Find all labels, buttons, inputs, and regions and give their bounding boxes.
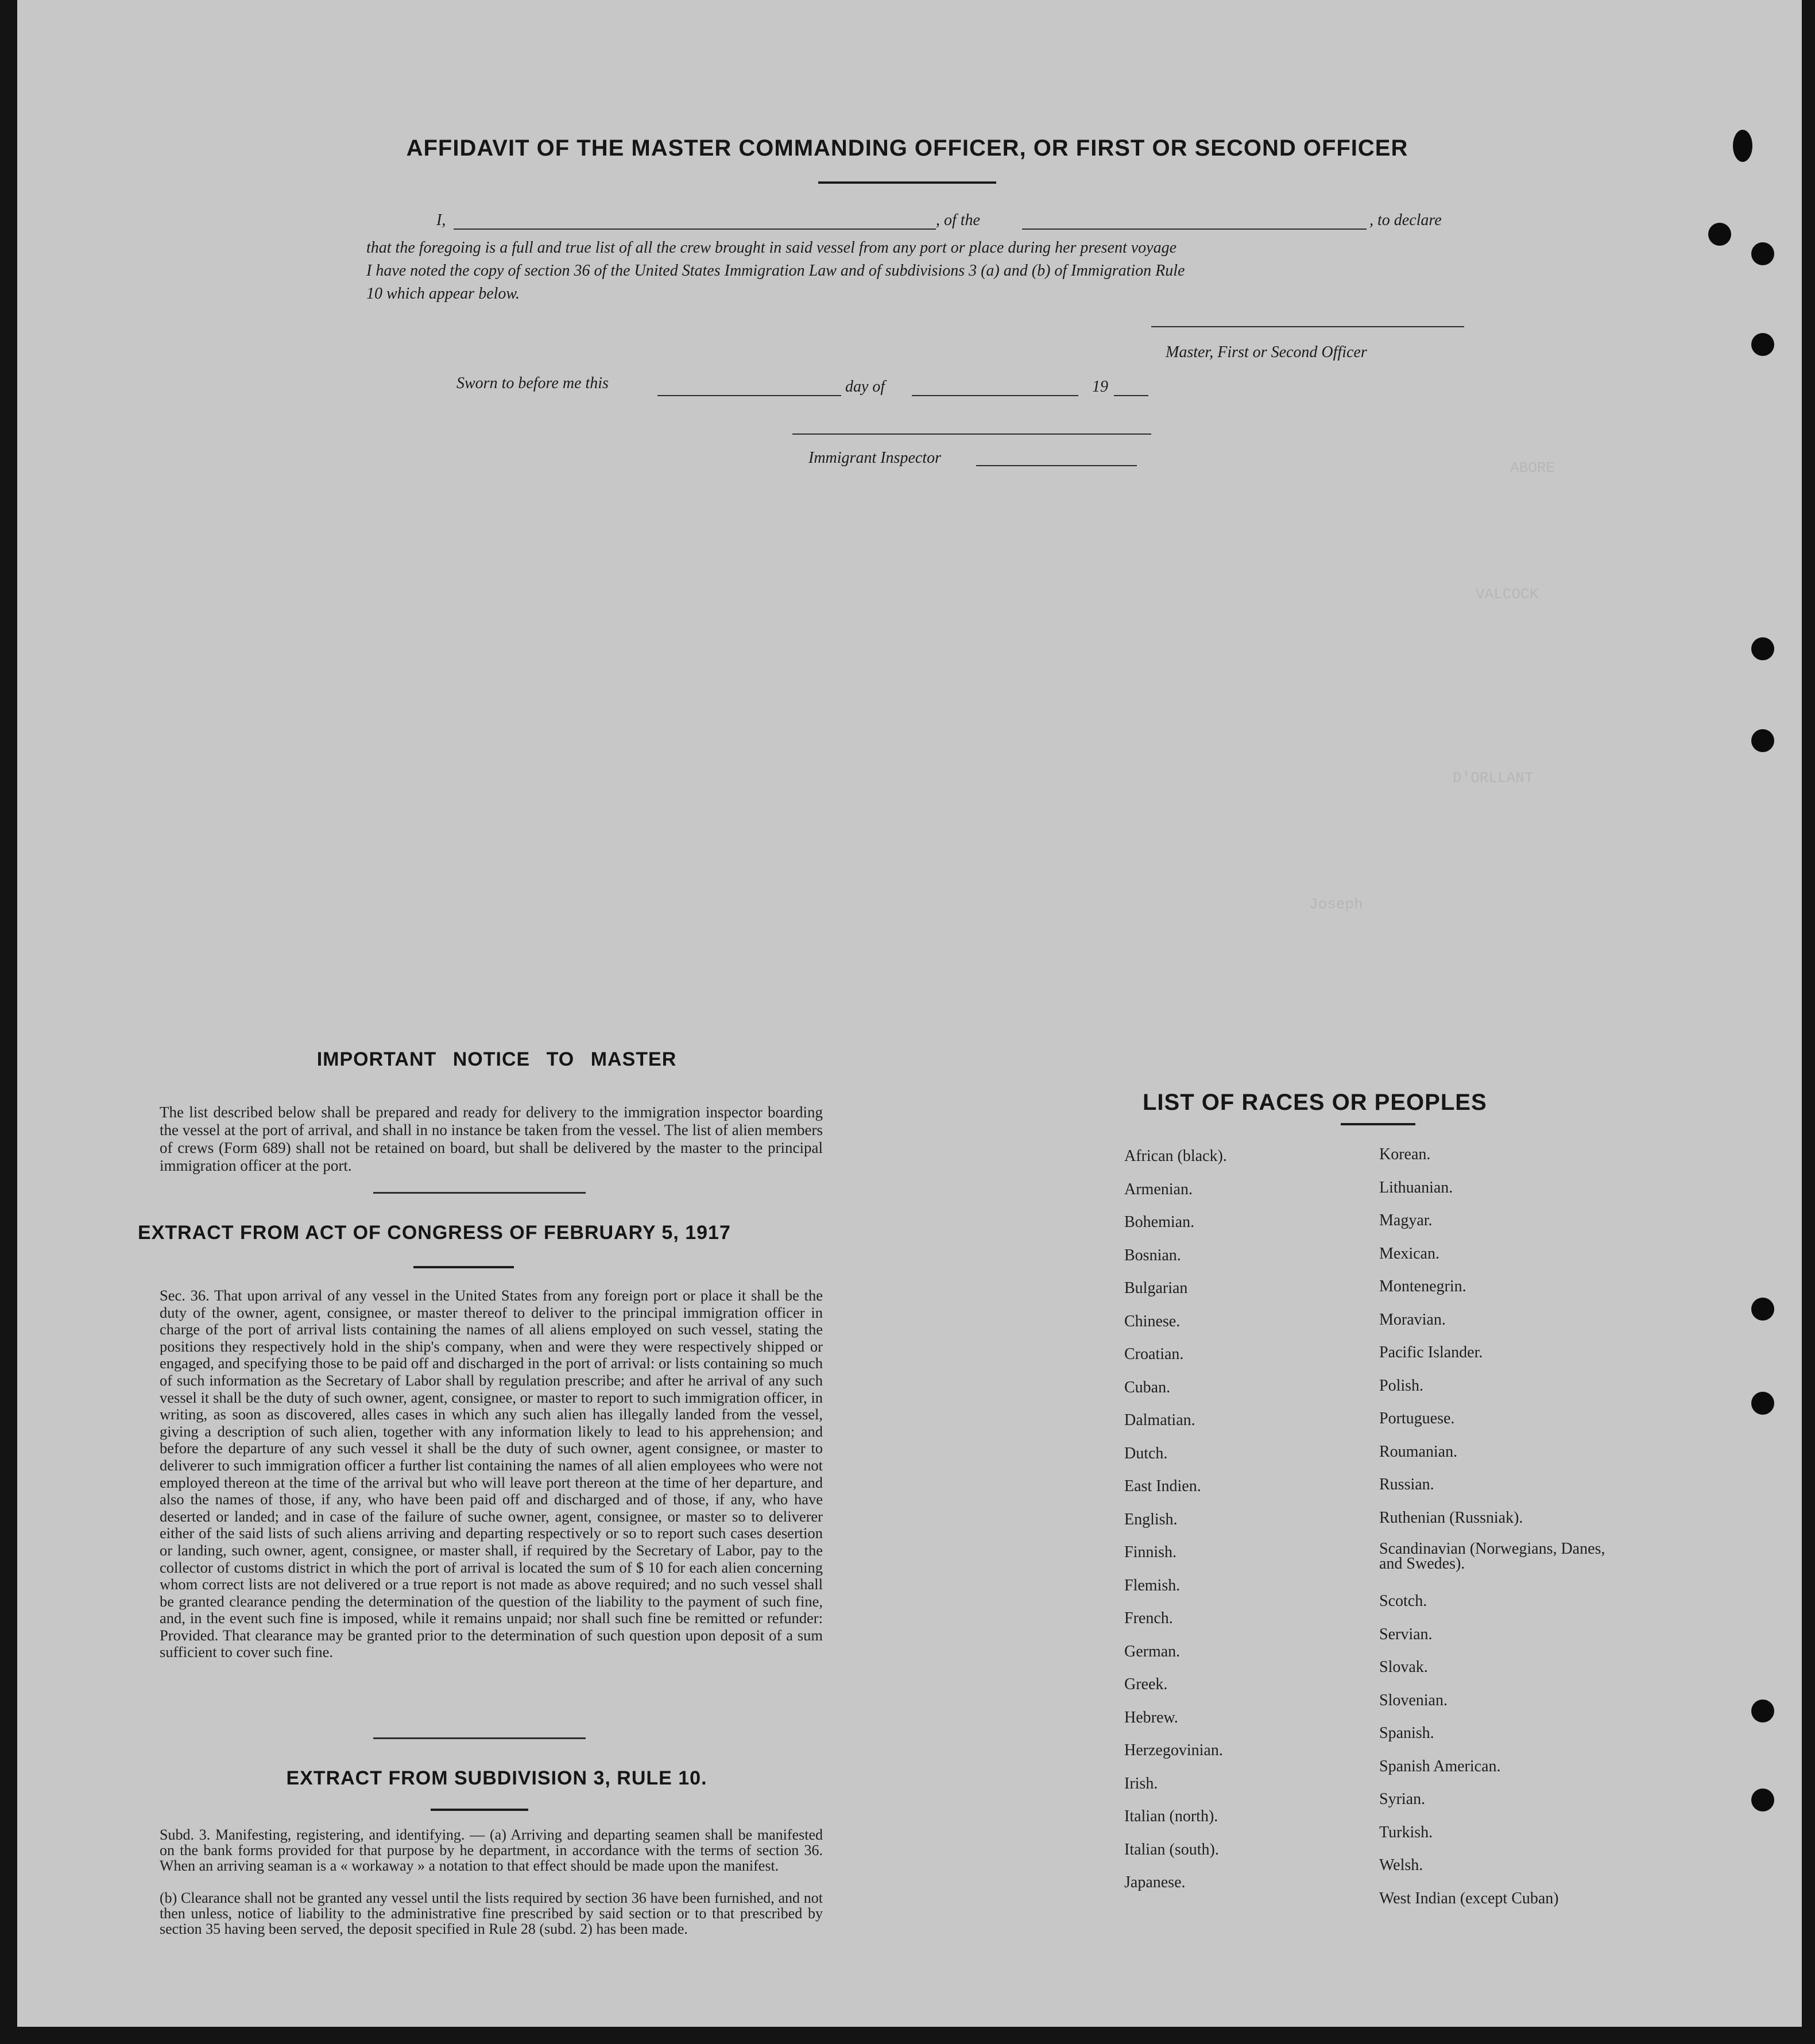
master-signature-label: Master, First or Second Officer: [1166, 343, 1367, 361]
race-item: Finnish.: [1124, 1543, 1177, 1561]
race-item: French.: [1124, 1609, 1173, 1627]
race-item: Slovak.: [1379, 1658, 1428, 1676]
race-item: Flemish.: [1124, 1576, 1181, 1594]
race-item: Montenegrin.: [1379, 1278, 1466, 1295]
race-item: Lithuanian.: [1379, 1178, 1453, 1197]
affidavit-i-label: I,: [436, 211, 446, 229]
extract-act-body: Sec. 36. That upon arrival of any vessel in the United States from any foreign port or place it shall be the duty of the owner, agent, consignee, or master thereof to deliver to the principal immigration officer in charge of the port of arrival lists containing the names of all aliens employed on such vessel, stating the positions they respectively hold in the ship's company, when and were they were respectively shipped or engaged, and specifying those to be paid off and discharged in the port of arrival: or lists containing so much of such information as the Secretary of Labor shall by regulation prescribe; and after he arrival of any such vessel it shall be the duty of such owner, agent, consignee, or master to report to such immigration officer, in writing, as soon as discovered, alles cases in which any such alien has illegally landed from the vessel, giving a description of such alien, together with any information likely to lead to his apprehension; and before the departure of any such vessel it shall be the duty of such owner, agent consignee, or master to deliverer to such immigration officer a further list containing the names of all alien employees who were not employed thereon at the time of the arrival but who will leave port thereon at the time of her departure, and also the names of those, if any, who have been paid off and discharged and of those, if any, who have deserted or landed; and in case of the failure of suche owner, agent, consignee, or master so to deliverer either of the said lists of such aliens arriving and departing respectively or so to report such cases desertion or landing, such owner, agent, consignee, or master shall, if required by the Secretary of Labor, pay to the collector of customs district in which the port of arrival is located the sum of $ 10 for each alien concerning whom correct lists are not delivered or a true report is not made as above required; and no such vessel shall be granted clearance pending the determination of the question of the liability to the payment of such fine, and, in the event such fine is imposed, while it remains unpaid; nor shall such fine be remitted or refunder: Provided. That clearance may be granted prior to the determination of such question upon deposit of a sum sufficient to cover such fine.: [160, 1287, 823, 1661]
race-item: German.: [1124, 1642, 1181, 1660]
race-item: Roumanian.: [1379, 1442, 1458, 1461]
title-underline: [818, 181, 996, 184]
race-item: West Indian (except Cuban): [1379, 1889, 1559, 1907]
race-item: Welsh.: [1379, 1856, 1423, 1874]
bleed-through-text: VALCOCK: [1476, 586, 1539, 603]
races-title: LIST OF RACES OR PEOPLES: [1143, 1090, 1487, 1115]
punch-hole: [1708, 223, 1731, 246]
race-item: East Indien.: [1124, 1477, 1201, 1495]
punch-hole: [1751, 729, 1774, 752]
extract-rule-underline: [431, 1809, 528, 1811]
race-item: Italian (south).: [1124, 1840, 1219, 1859]
race-item: Portuguese.: [1379, 1410, 1455, 1427]
bleed-through-text: ABORE: [1510, 459, 1555, 477]
race-item: Irish.: [1124, 1774, 1158, 1793]
race-item: Herzegovinian.: [1124, 1741, 1223, 1759]
extract-rule-body-b: (b) Clearance shall not be granted any vessel until the lists required by section 36 have been furnished, and not then unless, notice of liability to the administrative fine prescribed by said section or to that prescribed by section 35 having been served, the deposit specified in Rule 28 (subd. 2) has been made.: [160, 1890, 823, 1937]
bleed-through-text: Joseph: [1309, 896, 1363, 913]
extract-rule-body-a: Subd. 3. Manifesting, registering, and identifying. — (a) Arriving and departing seamen shall be manifested on the bank forms provided for that purpose by he department, in accordance with the terms of section 36. When an arriving seaman is a « workaway » a notation to that effect should be made upon the manifest.: [160, 1826, 823, 1874]
races-underline: [1341, 1123, 1415, 1125]
punch-hole: [1751, 1700, 1774, 1722]
year-label: 19: [1092, 378, 1108, 396]
race-item: Chinese.: [1124, 1312, 1181, 1330]
race-item: Hebrew.: [1124, 1708, 1178, 1726]
notice-title: IMPORTANT NOTICE TO MASTER: [316, 1048, 677, 1070]
affidavit-of-the-label: , of the: [936, 211, 980, 229]
race-item: Dalmatian.: [1124, 1411, 1195, 1429]
punch-hole: [1751, 1788, 1774, 1811]
punch-hole: [1733, 130, 1752, 162]
sworn-label: Sworn to before me this: [456, 374, 609, 392]
race-item: Moravian.: [1379, 1310, 1446, 1329]
race-item: Turkish.: [1379, 1823, 1433, 1841]
section-divider: [373, 1192, 586, 1194]
race-item: English.: [1124, 1510, 1178, 1528]
race-item: Greek.: [1124, 1675, 1168, 1693]
race-item: Mexican.: [1379, 1244, 1439, 1263]
master-signature-line[interactable]: [1151, 326, 1464, 327]
race-item: Syrian.: [1379, 1790, 1426, 1808]
race-item: Croatian.: [1124, 1345, 1184, 1363]
punch-hole: [1751, 637, 1774, 660]
race-item: Ruthenian (Russniak).: [1379, 1508, 1523, 1527]
race-item: Spanish American.: [1379, 1757, 1501, 1775]
extract-rule-title: EXTRACT FROM SUBDIVISION 3, RULE 10.: [286, 1767, 707, 1789]
punch-hole: [1751, 242, 1774, 265]
punch-hole: [1751, 333, 1774, 356]
sworn-day-line[interactable]: [657, 395, 841, 396]
race-item: African (black).: [1124, 1147, 1227, 1165]
inspector-upper-line: [792, 433, 1151, 435]
day-of-label: day of: [845, 378, 885, 396]
race-item: Korean.: [1379, 1145, 1431, 1163]
extract-act-title: EXTRACT FROM ACT OF CONGRESS OF FEBRUARY 5, 1917: [138, 1222, 731, 1244]
notice-body: The list described below shall be prepared and ready for delivery to the immigration inspector boarding the vessel at the port of arrival, and shall in no instance be taken from the vessel. The list of alien members of crews (Form 689) shall not be retained on board, but shall be delivered by the master to the principal immigration officer at the port.: [160, 1104, 823, 1174]
race-item: Servian.: [1379, 1625, 1433, 1643]
race-item: Bohemian.: [1124, 1213, 1195, 1231]
document-page: [17, 0, 1802, 2027]
race-item: Slovenian.: [1379, 1691, 1448, 1709]
affidavit-line-3: I have noted the copy of section 36 of the United States Immigration Law and of subdivisions 3 (a) and (b) of Immigration Rule: [366, 262, 1185, 280]
punch-hole: [1751, 1392, 1774, 1415]
race-item: Magyar.: [1379, 1211, 1433, 1229]
race-item: Armenian.: [1124, 1180, 1193, 1198]
affidavit-line-2: that the foregoing is a full and true list of all the crew brought in said vessel from any port or place during her present voyage: [366, 239, 1177, 257]
affidavit-title: AFFIDAVIT OF THE MASTER COMMANDING OFFICER, OR FIRST OR SECOND OFFICER: [406, 136, 1408, 161]
races-left-column: [1124, 1147, 1227, 1907]
sworn-month-line[interactable]: [912, 395, 1078, 396]
race-item: Scotch.: [1379, 1592, 1427, 1610]
race-item: Pacific Islander.: [1379, 1344, 1483, 1361]
bleed-through-text: D'ORLLANT: [1453, 769, 1534, 787]
race-item: Bosnian.: [1124, 1246, 1181, 1264]
race-item: Cuban.: [1124, 1378, 1171, 1396]
affidavit-line-4: 10 which appear below.: [366, 285, 520, 303]
race-item: Polish.: [1379, 1376, 1424, 1395]
race-item: Bulgarian: [1124, 1279, 1188, 1297]
races-right-column: [1379, 1145, 1626, 1922]
race-item: Italian (north).: [1124, 1807, 1218, 1825]
race-item: Japanese.: [1124, 1873, 1186, 1891]
section-divider: [373, 1737, 586, 1739]
inspector-signature-line[interactable]: [976, 465, 1137, 466]
inspector-label: Immigrant Inspector: [808, 449, 941, 467]
vessel-blank-line[interactable]: [1022, 229, 1367, 230]
extract-act-underline: [413, 1266, 514, 1268]
sworn-year-line[interactable]: [1114, 395, 1148, 396]
race-item: Russian.: [1379, 1476, 1434, 1493]
race-item: Scandinavian (Norwegians, Danes, and Swedes).: [1379, 1540, 1605, 1573]
affidavit-to-declare: , to declare: [1369, 211, 1442, 229]
punch-hole: [1751, 1298, 1774, 1321]
name-blank-line[interactable]: [454, 229, 936, 230]
race-item: Spanish.: [1379, 1724, 1434, 1742]
race-item: Dutch.: [1124, 1444, 1168, 1462]
